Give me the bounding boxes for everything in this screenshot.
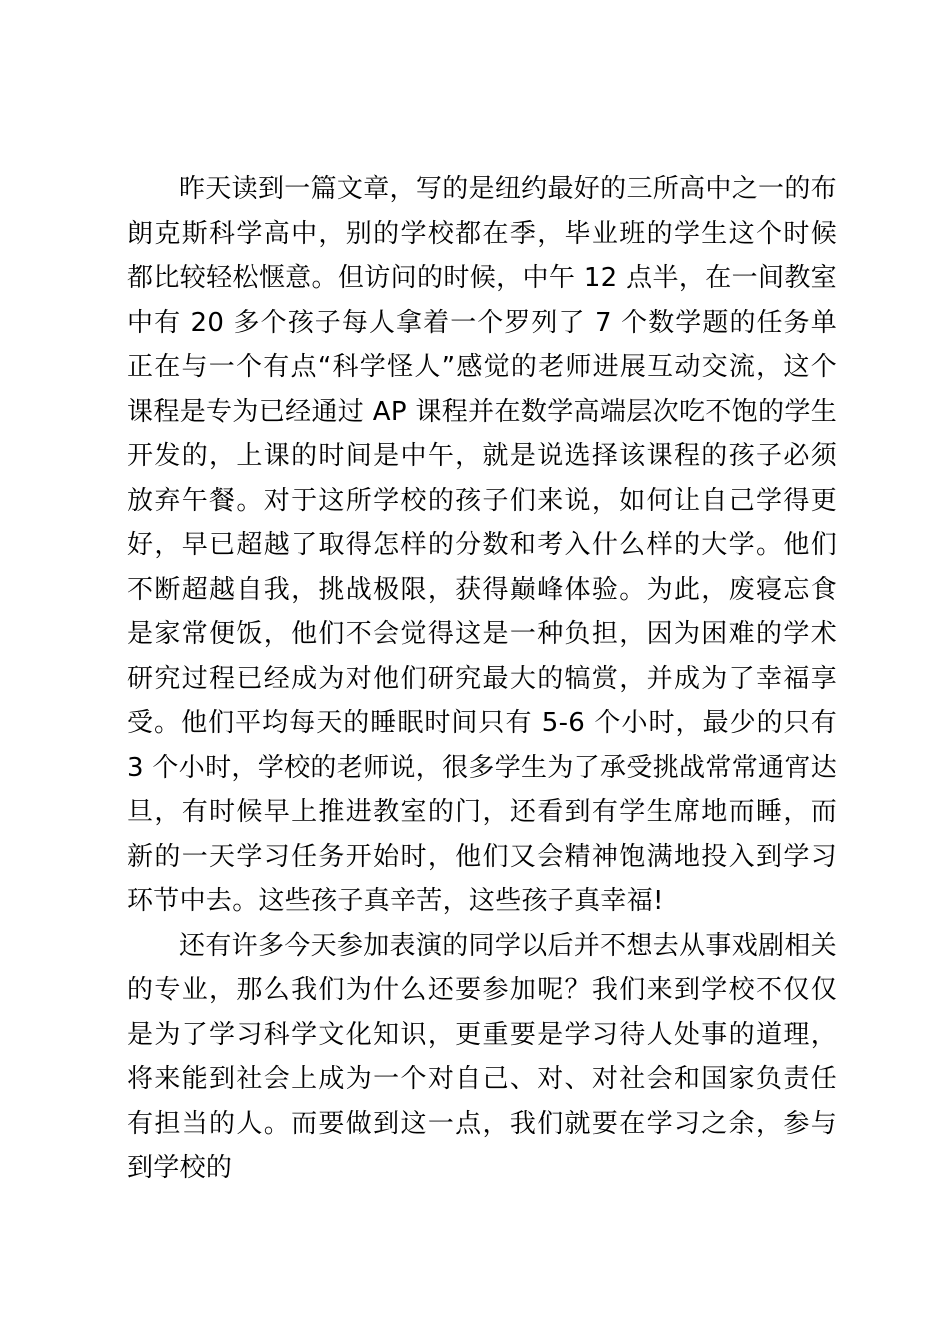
paragraph: 还有许多今天参加表演的同学以后并不想去从事戏剧相关的专业，那么我们为什么还要参加呢？我们来到学校不仅仅是为了学习科学文化知识，更重要是学习待人处事的道理，将来能到社会上成为一个对自己、对、对社会和国家负责任有担当的人。而要做到这一点，我们就要在学习之余，参与到学校的 xyxy=(127,930,837,1183)
paragraph: 昨天读到一篇文章，写的是纽约最好的三所高中之一的布朗克斯科学高中，别的学校都在季，毕业班的学生这个时候都比较轻松惬意。但访问的时候，中午 12 点半，在一间教室中有 20 多个孩子每人拿着一个罗列了 7 个数学题的任务单正在与一个有点“科学怪人”感觉的老师进展互动交流，这个课程是专为已经通过 AP 课程并在数学高端层次吃不饱的学生开发的，上课的时间是中午，就是说选择该课程的孩子必须放弃午餐。对于这所学校的孩子们来说，如何让自己学得更好，早已超越了取得怎样的分数和考入什么样的大学。他们不断超越自我，挑战极限，获得巅峰体验。为此，废寝忘食是家常便饭，他们不会觉得这是一种负担，因为困难的学术研究过程已经成为对他们研究最大的犒赏，并成为了幸福享受。他们平均每天的睡眠时间只有 5-6 个小时，最少的只有 3 个小时，学校的老师说，很多学生为了承受挑战常常通宵达旦，有时候早上推进教室的门，还看到有学生席地而睡，而新的一天学习任务开始时，他们又会精神饱满地投入到学习环节中去。这些孩子真辛苦，这些孩子真幸福! xyxy=(127,174,837,916)
document-body xyxy=(127,167,837,1191)
